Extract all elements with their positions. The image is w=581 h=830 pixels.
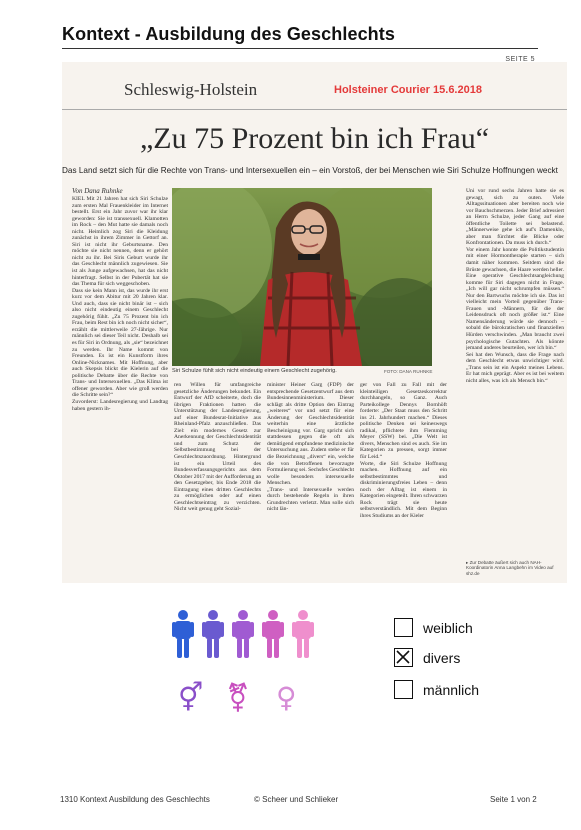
checkbox-maennlich[interactable]: [394, 680, 413, 699]
article-author: Von Dana Ruhnke: [72, 187, 123, 195]
gender-symbols: [170, 680, 310, 714]
region-heading: Schleswig-Holstein: [124, 80, 258, 99]
photo-credit: FOTO: DANA RUHNKE: [384, 369, 433, 374]
article-subheadline: Das Land setzt sich für die Rechte von Trans- und Intersexuellen ein – ein Vorstoß, der bei Menschen wie Siri Schulze Hoffnungen weckt: [62, 166, 558, 175]
option-label: divers: [423, 649, 461, 666]
person-figure: [292, 610, 314, 658]
article-headline: „Zu 75 Prozent bin ich Frau“: [139, 122, 490, 155]
option-weiblich[interactable]: [394, 618, 473, 637]
option-maennlich[interactable]: [394, 680, 479, 699]
person-figure: [172, 610, 194, 658]
article-column-2: ren Willen für umfangreiche gesetzliche Änderungen bekundet. Ein Entwurf der AfD scheiterte, doch die übrigen Fraktionen hatten die Unterstützung der Landesregierung, auf einer Bundesrat-Initiative aus Rheinland-Pfalz anzuschließen. Das Ziel: ein modernes Gesetz zur Anerkennung der Geschlechtsidentität und zum Schutz der Selbstbestimmung bei der Geschlechtszuordnung. Hintergrund ist ein Urteil des Bundesverfassungsgerichts aus dem Oktober 2017 mit der Aufforderung an den Gesetzgeber, bis Ende 2018 die Eintragung eines dritten Geschlechts zu ermöglichen oder auf einen Geschlechtseintrag zu verzichten. Nicht weit genug geht Sozial-: [174, 382, 261, 513]
title-divider: [62, 48, 538, 49]
header-divider: [62, 109, 567, 110]
option-label: männlich: [423, 681, 480, 698]
female-symbol: ♀: [276, 681, 297, 714]
male-female-symbol: ⚥: [178, 681, 204, 714]
article-column-5: Uni vor rund sechs Jahren hatte sie es gewagt, sich zu outen. Viele Alltagssituationen aber bereiten noch wie vor Bauchschmerzen. Jeder Brief adressiert an Herrn Schulze, jeder Gang auf eine öffentliche Toilette sei belastend. „Männerweise gehe ich auf's Damenklo, aber man fürchtet die Blicke oder Konfrontationen. Da muss ich durch.“ Vor einem Jahr konnte die Politikstudentin mit einer Hormontherapie starten – sich damit näher kommen. Seitdem sind die Brüste gewachsen, die Haare werden heller. Eine operative Geschlechtsangleichung komme für Siri dagegen nicht in Frage. „Ich will gar nicht schrumpfen müssen.“ Nur den Bartwuchs möchte ich sie. Das ist vielleicht mein Vorteil gegenüber Trans-Frauen und -Männern, für die der Leidensdruck oft noch größer ist.“ Eine Namensänderung würde sie dennoch – sobald die bürokratischen und finanziellen Hürden verschwinden. „Man braucht zwei psychologische Gutachten. Als könnte jemand anderes beurteilen, wer ich bin.“ Sei hat den Wunsch, dass die Frage nach dem Geschlecht etwas unwichtiger wird. „Trans sein ist ein Aspekt meines Lebens. Er hat mich geprägt. Aber es ist bei weitem nicht alles, was ich als Mensch bin.“: [466, 188, 564, 384]
checkbox-divers[interactable]: [394, 648, 413, 667]
footer-left: 1310 Kontext Ausbildung des Geschlechts: [60, 795, 210, 804]
option-divers[interactable]: [394, 648, 460, 667]
article-footnote: ▸ Zur Debatte äußert sich auch NAH-Koordinatorin Anna Langbehn im Video auf shz.de: [466, 560, 554, 576]
article-column-3: minister Heiner Garg (FDP) der entsprechende Gesetzentwurf aus dem Bundesinnenministerium. Dieser schlägt als dritte Option den Eintrag „weiteres“ vor und setzt für eine Änderung der Geschlechtsidentität weiterhin eine ärztliche Bescheinigung vor. Garg spricht sich stattdessen gegen die oft als demütigend empfundene medizinische Untersuchung aus. Zudem stehe er für die Bezeichnung „divers“ ein, welche die von Betroffenen bevorzugte Formulierung sei. Sechsfes Geschlecht wolle besonders intersexuelle Menschen. „Trans- und Intersexuelle werden durch bestehende Regeln in ihren Grundrechten verletzt. Man solle sich nicht län-: [267, 382, 354, 513]
check-x-icon: [395, 649, 411, 665]
checkbox-weiblich[interactable]: [394, 618, 413, 637]
footer-page-number: Seite 1 von 2: [490, 795, 537, 804]
footer-copyright: © Scheer und Schlieker: [254, 795, 339, 804]
gender-spectrum-figures: [165, 610, 315, 658]
article-column-4: ger von Fall zu Fall mit der kleinteiligen Gesetzeskorrektur durchhangeln, so Ganz. Auch Parteikollege Dennys Bornhöft forderte: „Der Staat muss den Schritt ins 21. Jahrhundert machen.“ Dieses politische Denken sei keineswegs radikal, pflichtete ihm Flemming Meyer (SSW) bei. „Die Welt ist divers, Menschen sind es auch. Sie im Kategorien zu pressen, sorgt immer für Leid.“ Worte, die Siri Schulze Hoffnung machen. Hoffnung auf ein selbstbestimmtes und diskriminierungsfreies Leben – denn noch der Alltag ist einem in Kategorien eingeteilt. Ihren schwarzen Rock trägt sie heute selbstverständlich. Mit dem Beginn ihres Studiums an der Kieler: [360, 382, 447, 519]
transgender-symbol: ⚧: [226, 681, 250, 714]
portrait-photo: [172, 188, 432, 366]
worksheet-title: Kontext - Ausbildung des Geschlechts: [62, 24, 395, 44]
photo-caption: Siri Schulze fühlt sich nicht eindeutig einem Geschlecht zugehörig.: [172, 368, 337, 374]
newspaper-source: Holsteiner Courier 15.6.2018: [334, 84, 482, 96]
page-label: SEITE 5: [505, 56, 535, 63]
person-figure: [262, 610, 284, 658]
person-figure: [202, 610, 224, 658]
article-column-1: KIEL Mit 21 Jahren hat sich Siri Schulze zum ersten Mal Frauenkleider im Internet bestellt. Erst ein Jahr zuvor war ihr klar geworden: Sie ist transsexuell. Klamotten im Rock – den Mut hatte sie damals noch nicht. Heimlich zog Siri die Kleidung zunächst in ihrem Zimmer in Gettorf an. Siri ist nicht ihr Geburtsname. Den möchte sie nicht nennen, denn er gehört nicht zu ihr. Bei Siris Geburt wurde ihr das Geschlecht männlich zugewiesen. Sie ist als Junge aufgewachsen, hat das nicht hinterfragt. Selbst in der Pubertät hat sie das Thema für sich weggeschoben. Dass sie kein Mann ist, das wurde ihr erst kurz vor dem Abitur mit 20 Jahren klar. Und auch, dass sie nicht binär ist – sich also nicht eindeutig einem Geschlecht zugehörig fühlt. „Zu 75 Prozent bin ich Frau, beim Rest bin ich noch nicht sicher“, erzählt die mittlerweile 27-Jährige. Nur männlich sei dieser Teil nicht. Deshalb sei es für Siri in Ordnung, als „sie“ bezeichnet zu werden. Ihr Name kommt von Freunden. Es ist ein Kunstform ihres Online-Nicknames. Mit Hoffnung, aber auch Skepsis blickt die Kielerin auf die politische Debatte über die Rechte von Trans- und Intersexuellen. „Das Klima ist offener geworden. Aber wie groß werden die Schritte sein?“ Zuvorderst: Landesregierung und Landtag haben gestern ih-: [72, 196, 168, 412]
person-figure: [232, 610, 254, 658]
option-label: weiblich: [423, 619, 473, 636]
